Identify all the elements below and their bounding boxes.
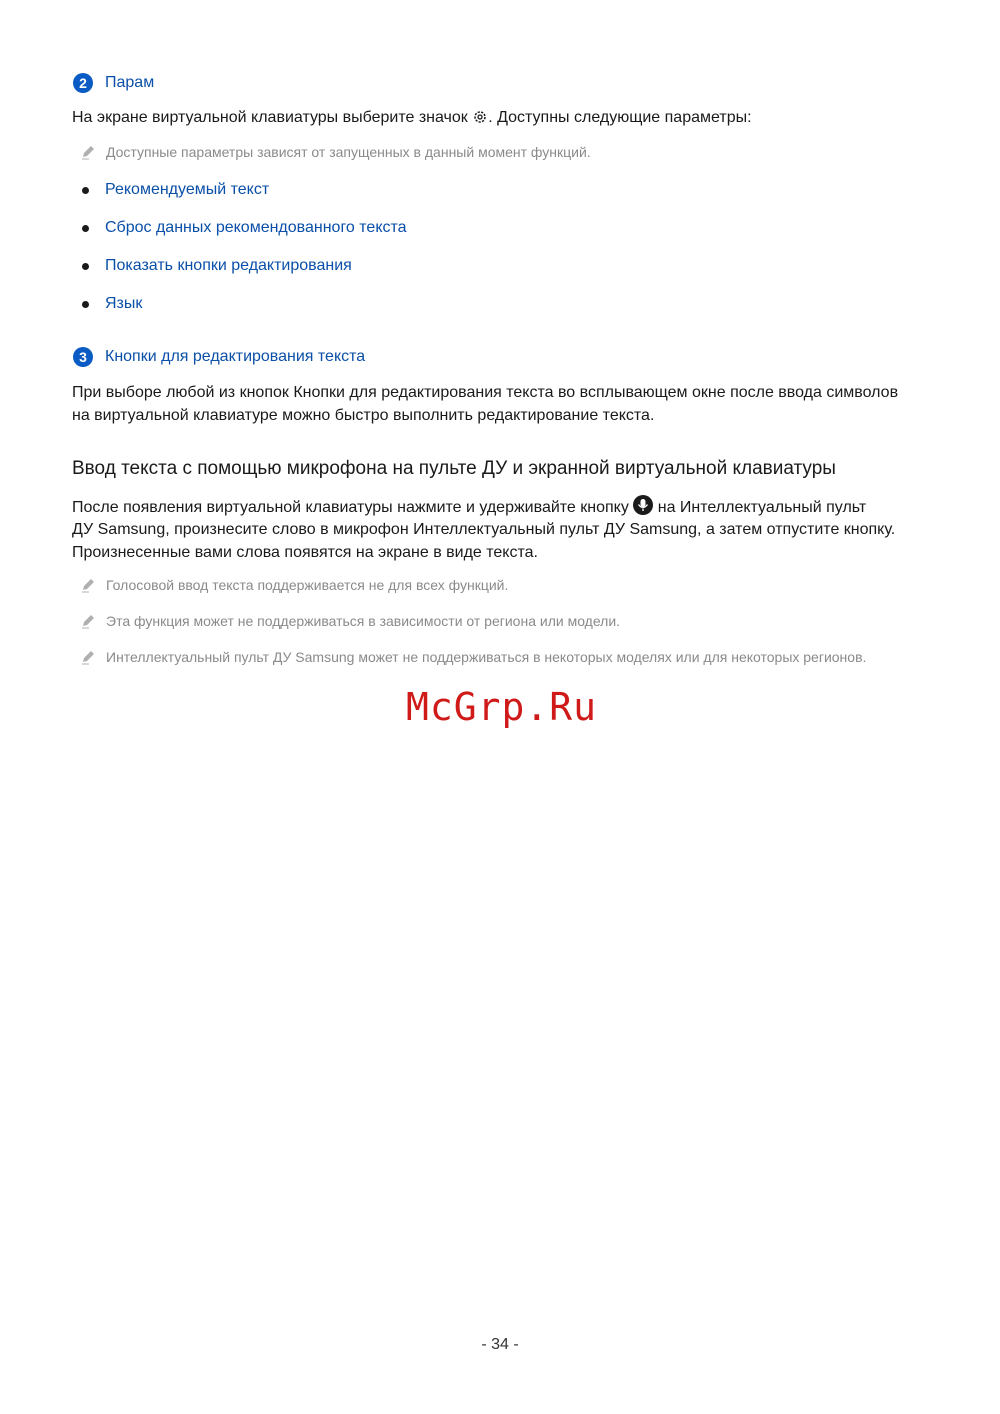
section-body-line: Произнесенные вами слова появятся на экране в виде текста. bbox=[72, 544, 538, 561]
section-intro bbox=[72, 106, 752, 132]
note-item bbox=[80, 144, 591, 160]
pencil-icon bbox=[80, 649, 96, 665]
list-item-label: Рекомендуемый текст bbox=[105, 181, 270, 198]
intro-text-before: На экране виртуальной клавиатуры выберите значок bbox=[72, 109, 473, 126]
list-item bbox=[82, 257, 352, 275]
list-item bbox=[82, 295, 142, 313]
note-text: Доступные параметры зависят от запущенных в данный момент функций. bbox=[106, 144, 591, 160]
bullet-icon bbox=[82, 225, 89, 232]
section-title: Кнопки для редактирования текста bbox=[105, 348, 366, 365]
note-text: Голосовой ввод текста поддерживается не для всех функций. bbox=[106, 577, 509, 593]
note-text: Эта функция может не поддерживаться в зависимости от региона или модели. bbox=[106, 613, 621, 629]
list-item bbox=[82, 181, 269, 199]
section-number-badge: 3 bbox=[73, 347, 93, 367]
bullet-icon bbox=[82, 301, 89, 308]
note-text: Интеллектуальный пульт ДУ Samsung может не поддерживаться в некоторых моделях или для некоторых регионов. bbox=[106, 649, 867, 665]
note-item bbox=[80, 649, 866, 665]
bullet-icon bbox=[82, 263, 89, 270]
pencil-icon bbox=[80, 144, 96, 160]
section-number-badge: 2 bbox=[73, 73, 93, 93]
body-text-after: на Интеллектуальный пульт bbox=[653, 499, 867, 516]
pencil-icon bbox=[80, 577, 96, 593]
section-body-line: на виртуальной клавиатуре можно быстро выполнить редактирование текста. bbox=[72, 407, 655, 424]
page-number: - 34 - bbox=[481, 1336, 519, 1353]
note-item bbox=[80, 577, 508, 593]
bullet-icon bbox=[82, 187, 89, 194]
list-item-label: Сброс данных рекомендованного текста bbox=[105, 219, 407, 236]
section-heading: Ввод текста с помощью микрофона на пульте ДУ и экранной виртуальной клавиатуры bbox=[72, 458, 836, 479]
watermark-logo: McGrp.Ru bbox=[406, 685, 598, 729]
body-text-before: После появления виртуальной клавиатуры нажмите и удерживайте кнопку bbox=[72, 499, 634, 516]
list-item bbox=[82, 219, 407, 237]
note-item bbox=[80, 613, 620, 629]
settings-gear-icon bbox=[472, 109, 488, 132]
list-item-label: Показать кнопки редактирования bbox=[105, 257, 352, 274]
list-item-label: Язык bbox=[105, 295, 143, 312]
section-title: Парам bbox=[105, 74, 155, 91]
section-body-line: ДУ Samsung, произнесите слово в микрофон Интеллектуальный пульт ДУ Samsung, а затем отпустите кнопку. bbox=[72, 521, 896, 538]
pencil-icon bbox=[80, 613, 96, 629]
section-body-line: При выборе любой из кнопок Кнопки для редактирования текста во всплывающем окне после ввода символов bbox=[72, 384, 899, 401]
intro-text-after: . Доступны следующие параметры: bbox=[488, 109, 752, 126]
